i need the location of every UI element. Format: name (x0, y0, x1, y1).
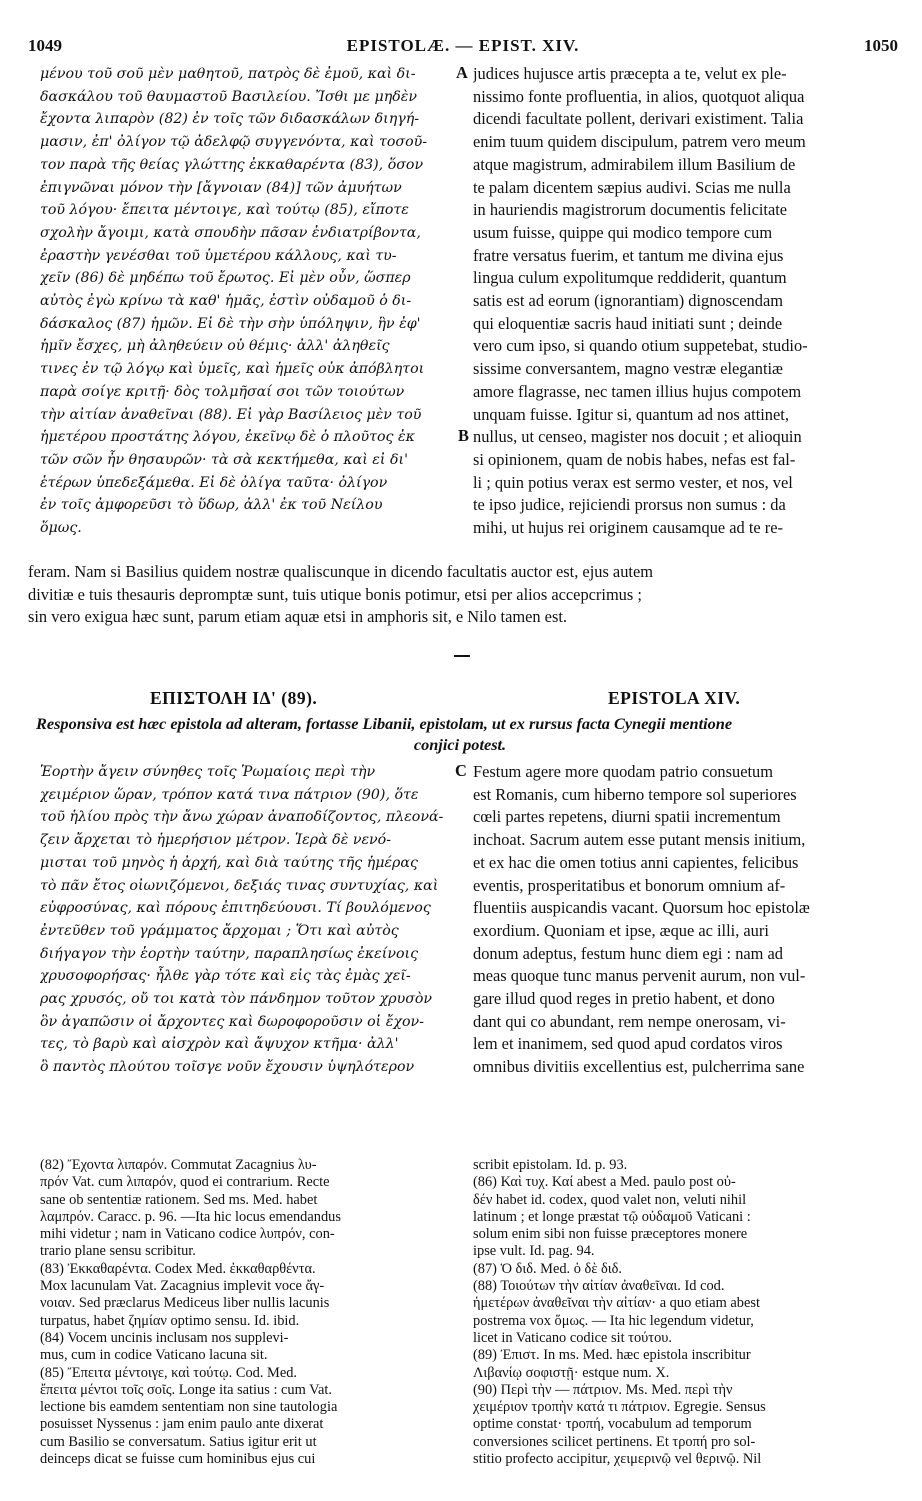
greek-text-line: ἑτέρων ὑπεδεξάμεθα. Εἰ δὲ ὀλίγα ταῦτα· ὀλίγον (40, 474, 388, 491)
greek-text-line: χεῖν (86) δὲ μηδέπω τοῦ ἔρωτος. Εἰ μὲν οὖν, ὥσπερ (40, 270, 411, 287)
latin-text-line: lem et inanimem, sed quod apud cordatos viros (473, 1034, 783, 1054)
footnote-line: (86) Καὶ τυχ. Καί abest a Med. paulo post οὐ- (473, 1174, 736, 1191)
margin-marker-a: A (456, 63, 468, 82)
footnote-line: πρόν Vat. cum λιπαρόν, quod ei contrarium. Recte (40, 1174, 330, 1191)
footnote-line: solum enim sibi non fuisse præceptores monere (473, 1226, 748, 1243)
latin-text-line: sissime conversantem, magno vestræ elegantiæ (473, 359, 783, 379)
latin-text-line: usum fuisse, quippe qui modico tempore cum (473, 222, 773, 242)
latin-text-line: eventis, prosperitatibus et bonorum omnium af- (473, 875, 786, 895)
latin-text-line: sin vero exigua hæc sunt, parum etiam aquæ etsi in amphoris sit, e Nilo tamen est. (28, 607, 567, 627)
footnote-line: (84) Vocem uncinis inclusam nos supplevi- (40, 1329, 289, 1346)
latin-text-line: enim tuum quidem discipulum, patrem vero meum (473, 132, 806, 152)
latin-column-body (473, 761, 885, 1079)
latin-text-line: nissimo fonte profluentia, in alios, quotquot aliqua (473, 86, 805, 106)
greek-text-line: ρας χρυσός, οὔ τοι κατὰ τὸν πάνδημον τοῦτον χρυσὸν (40, 991, 433, 1008)
argument-line: Responsiva est hæc epistola ad alteram, fortasse Libanii, epistolam, ut ex rursus facta Cynegii mentione (36, 714, 733, 733)
greek-text-line: ἔχοντα λιπαρὸν (82) ἐν τοῖς τῶν διδασκάλων διηγή- (40, 111, 420, 128)
greek-epistle-title: ΕΠΙΣΤΟΛΗ ΙΔ' (89). (150, 688, 318, 708)
running-title: EPISTOLÆ. — EPIST. XIV. (346, 36, 580, 55)
margin-marker-b: B (458, 426, 469, 445)
latin-text-line: gare illud quod reges in pretio habent, et dono (473, 989, 775, 1009)
greek-text-line: ὃ παντὸς πλούτου τοῖσγε νοῦν ἔχουσιν ὑψηλότερον (40, 1059, 415, 1076)
footnotes-left (40, 1157, 458, 1468)
footnote-line: licet in Vaticano codice sit τούτου. (473, 1329, 672, 1346)
footnote-line: (87) Ὁ διδ. Med. ὁ δὲ διδ. (473, 1260, 623, 1277)
latin-text-line: vero cum ipso, si quando otium suppetebat, studio- (473, 336, 808, 356)
greek-text-line: εὐφροσύνας, καὶ πόρους ἐπιτηδεύουσι. Τί βουλόμενος (40, 900, 431, 917)
greek-text-line: τοῦ ἡλίου πρὸς τὴν ἄνω χώραν ἀναποδίζοντος, πλεονά- (40, 809, 444, 826)
latin-text-line: fratre versatus fuerim, et tantum me divina ejus (473, 245, 784, 265)
footnote-line: lectione bis eamdem sententiam non sine tautologia (40, 1399, 338, 1416)
footnote-line: scribit epistolam. Id. p. 93. (473, 1157, 628, 1173)
latin-epistle-title: EPISTOLA XIV. (608, 688, 741, 708)
running-head (28, 36, 898, 58)
footnote-line: sane ob sententiæ rationem. Sed ms. Med. habet (40, 1191, 318, 1208)
footnote-line: ἡμετέρων ἀναθεῖναι τὴν αἰτίαν· a quo etiam abest (473, 1295, 760, 1312)
latin-text-line: meas quoque tunc manus pervenit aurum, non vul- (473, 966, 806, 986)
greek-text-line: ζειν ἄρχεται τὸ ἡμερήσιον μέτρον. Ἱερὰ δὲ νενό- (40, 832, 392, 849)
greek-text-line: μισται τοῦ μηνὸς ἡ ἀρχή, καὶ διὰ ταύτης τῆς ἡμέρας (40, 854, 418, 871)
greek-text-line: Ἑορτὴν ἄγειν σύνηθες τοῖς Ῥωμαίοις περὶ τὴν (40, 764, 376, 780)
footnote-line: νοιαν. Sed præclarus Mediceus liber nullis lacunis (40, 1295, 330, 1312)
latin-full-width-continuation (28, 561, 888, 629)
section-divider (454, 655, 470, 657)
footnote-line: optime constat· τροπή, vocabulum ad temporum (473, 1416, 752, 1433)
greek-text-line: τοῦ λόγου· ἔπειτα μέντοιγε, καὶ τούτῳ (85), εἴποτε (40, 202, 409, 219)
latin-text-line: fluentiis auspicandis vacant. Quorsum hoc epistolæ (473, 898, 810, 918)
greek-text-line: ἐν τοῖς ἀμφορεῦσι τὸ ὕδωρ, ἀλλ' ἐκ τοῦ Νείλου (40, 497, 383, 514)
latin-text-line: qui eloquentiæ sacris haud initiati sunt ; deinde (473, 313, 783, 333)
greek-column-body (40, 761, 460, 1079)
latin-text-line: omnibus divitiis excellentius est, pulcherrima sane (473, 1057, 805, 1077)
greek-text-line: δασκάλου τοῦ θαυμαστοῦ Βασιλείου. Ἴσθι με μηδὲν (40, 88, 418, 105)
latin-text-line: li ; quin potius verax est sermo vester, et nos, vel (473, 472, 793, 492)
footnote-line: (90) Περὶ τὴν — πάτριον. Ms. Med. περὶ τὴν (473, 1381, 733, 1398)
latin-text-line: si opinionem, quam de nobis habes, nefas est fal- (473, 449, 796, 469)
latin-text-line: unquam fuisse. Igitur si, quantum ad nos attinet, (473, 404, 789, 424)
latin-text-line: est Romanis, cum hiberno tempore sol superiores (473, 784, 797, 804)
latin-text-line: amore flagrasse, nec tamen illius hujus compotem (473, 381, 802, 401)
latin-text-line: nullus, ut censeo, magister nos docuit ; et alioquin (473, 427, 802, 447)
footnote-line: (83) Ἐκκαθαρέντα. Codex Med. ἐκκαθαρθέντα. (40, 1260, 316, 1277)
greek-text-line: ἡμῖν ἔσχες, μὴ ἀληθεύειν οὐ θέμις· ἀλλ' ἀληθεῖς (40, 338, 390, 355)
latin-text-line: atque magistrum, admirabilem illum Basilium de (473, 154, 796, 174)
footnote-line: deinceps dicat se fuisse cum hominibus ejus cui (40, 1451, 316, 1468)
latin-column-top (473, 63, 885, 540)
latin-text-line: judices hujusce artis præcepta a te, velut ex ple- (473, 64, 787, 83)
latin-text-line: Festum agere more quodam patrio consuetum (473, 762, 773, 781)
footnote-line: (88) Τοιούτων τὴν αἰτίαν ἀναθεῖναι. Id cod. (473, 1278, 725, 1295)
greek-text-line: ἐραστὴν γενέσθαι τοῦ ὑμετέρου κάλλους, καὶ τυ- (40, 247, 397, 264)
footnote-line: stitio profecto accipitur, χειμερινῷ vel θερινῷ. Nil (473, 1451, 762, 1468)
footnote-line: (89) Ἐπιστ. In ms. Med. hæc epistola inscribitur (473, 1347, 751, 1364)
latin-text-line: et ex hac die omen totius anni capientes, felicibus (473, 852, 799, 872)
greek-text-line: τὴν αἰτίαν ἀναθεῖναι (88). Εἰ γὰρ Βασίλειος μὲν τοῦ (40, 406, 422, 423)
footnote-line: latinum ; et longe præstat τῷ οὐδαμοῦ Vaticani : (473, 1208, 751, 1225)
footnote-line: χειμέριον τροπὴν κατά τι πάτριον. Egregie. Sensus (473, 1399, 766, 1416)
footnote-line: turpatus, habet ζημίαν optimo sensu. Id. ibid. (40, 1312, 300, 1329)
greek-text-line: σχολὴν ἄγοιμι, κατὰ σπουδὴν πᾶσαν ἐνδιατρίβοντα, (40, 224, 421, 241)
latin-text-line: feram. Nam si Basilius quidem nostræ qualiscunque in dicendo facultatis auctor est, ejus autem (28, 562, 653, 581)
footnote-line: ἔπειτα μέντοι τοῖς σοῖς. Longe ita satius : cum Vat. (40, 1381, 332, 1398)
greek-text-line: αὐτὸς ἐγὼ κρίνω τὰ καθ' ἡμᾶς, ἐστὶν οὐδαμοῦ ὁ δι- (40, 293, 412, 310)
greek-text-line: ὃν ἀγαπῶσιν οἱ ἄρχοντες καὶ δωροφοροῦσιν οἱ ἔχον- (40, 1013, 424, 1030)
greek-text-line: ὅμως. (40, 520, 82, 537)
greek-text-line: χειμέριον ὥραν, τρόπον κατά τινα πάτριον (90), ὅτε (40, 786, 419, 803)
footnote-line: Λιβανίῳ σοφιστῇ· estque num. X. (473, 1364, 670, 1381)
latin-text-line: mihi, ut hujus rei originem causamque ad te re- (473, 518, 783, 538)
latin-text-line: exordium. Quoniam et ipse, æque ac illi, auri (473, 920, 769, 940)
latin-text-line: te palam dicentem sæpius audivi. Scias me nulla (473, 177, 791, 197)
epistle-argument (36, 713, 884, 755)
greek-text-line: τον παρὰ τῆς θείας γλώττης ἐκκαθαρέντα (83), ὅσον (40, 156, 424, 173)
greek-text-line: τὸ πᾶν ἔτος οἰωνιζόμενοι, δεξιάς τινας συντυχίας, καὶ (40, 877, 439, 894)
page-number-left: 1049 (28, 36, 62, 55)
latin-text-line: divitiæ e tuis thesauris depromptæ sunt, tuis utique bonis potimur, etsi per alios accepcrimus ; (28, 584, 642, 604)
latin-text-line: cœli partes repetens, diurni spatii incrementum (473, 807, 781, 827)
footnote-line: (82) Ἔχοντα λιπαρόν. Commutat Zacagnius λυ- (40, 1157, 317, 1173)
page-number-right: 1050 (864, 36, 898, 55)
footnote-line: trario plane sensu scribitur. (40, 1243, 196, 1260)
greek-column-top (40, 63, 460, 540)
latin-text-line: dant qui co abundant, rem nempe onerosam, vi- (473, 1011, 786, 1031)
latin-text-line: inchoat. Sacrum autem esse putant mensis initium, (473, 830, 806, 850)
footnote-line: cum Basilio se conversatum. Satius igitur erit ut (40, 1433, 317, 1450)
footnote-line: conversiones scilicet pertinens. Et τροπή pro sol- (473, 1433, 756, 1450)
greek-text-line: ἐντεῦθεν τοῦ γράμματος ἄρχομαι ; Ὅτι καὶ αὐτὸς (40, 922, 399, 939)
latin-text-line: donum adeptus, festum hunc diem egi : nam ad (473, 943, 783, 963)
greek-text-line: ἡμετέρου προστάτης λόγου, ἐκεῖνῳ δὲ ὁ πλοῦτος ἐκ (40, 429, 415, 446)
footnote-line: λαμπρόν. Caracc. p. 96. —Ita hic locus emendandus (40, 1208, 341, 1225)
latin-text-line: te ipso judice, rejiciendi prorsus non sumus : da (473, 495, 786, 515)
footnote-line: Mox lacunulam Vat. Zacagnius implevit voce ἄγ- (40, 1278, 325, 1295)
greek-text-line: μένου τοῦ σοῦ μὲν μαθητοῦ, πατρὸς δὲ ἐμοῦ, καὶ δι- (40, 66, 416, 82)
footnote-line: δέν habet id. codex, quod valet non, veluti nihil (473, 1191, 747, 1208)
footnote-line: mus, cum in codice Vaticano lacuna sit. (40, 1347, 268, 1364)
footnotes-right (473, 1157, 885, 1468)
greek-text-line: παρὰ σοίγε κριτῇ· δὸς τολμῆσαί σοι τῶν τοιούτων (40, 383, 405, 400)
greek-text-line: ἐπιγνῶναι μόνον τὴν [ἄγνοιαν (84)] τῶν ἀμυήτων (40, 179, 402, 196)
greek-text-line: μασιν, ἐπ' ὀλίγον τῷ ἀδελφῷ συγγενόντα, καὶ τοσοῦ- (40, 134, 428, 151)
footnote-line: mihi videtur ; nam in Vaticano codice λυπρόν, con- (40, 1226, 335, 1243)
footnote-line: ipse vult. Id. pag. 94. (473, 1243, 595, 1260)
footnote-line: postrema vox ὅμως. — Ita hic legendum videtur, (473, 1312, 754, 1329)
argument-line: conjici potest. (413, 735, 507, 754)
greek-text-line: διήγαγον τὴν ἑορτὴν ταύτην, παραπλησίως ἐκείνοις (40, 945, 419, 962)
footnote-line: posuisset Nyssenus : jam enim paulo ante dixerat (40, 1416, 324, 1433)
greek-text-line: δάσκαλος (87) ἡμῶν. Εἰ δὲ τὴν σὴν ὑπόληψιν, ἣν ἐφ' (40, 315, 421, 332)
latin-text-line: dicendi facultate pollent, derivari existiment. Talia (473, 109, 804, 129)
latin-text-line: satis est ad eorum (ignorantiam) dignoscendam (473, 291, 783, 311)
margin-marker-c: C (455, 761, 467, 780)
greek-text-line: χρυσοφορήσας· ἦλθε γὰρ τότε καὶ εἰς τὰς ἐμὰς χεῖ- (40, 968, 411, 985)
greek-text-line: τινες ἐν τῷ λόγῳ καὶ ὑμεῖς, καὶ ἡμεῖς οὐκ ἀπόβλητοι (40, 361, 425, 378)
latin-text-line: lingua culum expolitumque reddiderit, quantum (473, 268, 787, 288)
greek-text-line: τῶν σῶν ἦν θησαυρῶν· τὰ σὰ κεκτήμεθα, καὶ εἰ δι' (40, 451, 408, 468)
latin-text-line: in hauriendis magistrorum documentis felicitate (473, 200, 788, 220)
greek-text-line: τες, τὸ βαρὺ καὶ αἰσχρὸν καὶ ἄψυχον κτῆμα· ἀλλ' (40, 1036, 399, 1053)
footnote-line: (85) Ἔπειτα μέντοιγε, καὶ τούτῳ. Cod. Med. (40, 1364, 298, 1381)
